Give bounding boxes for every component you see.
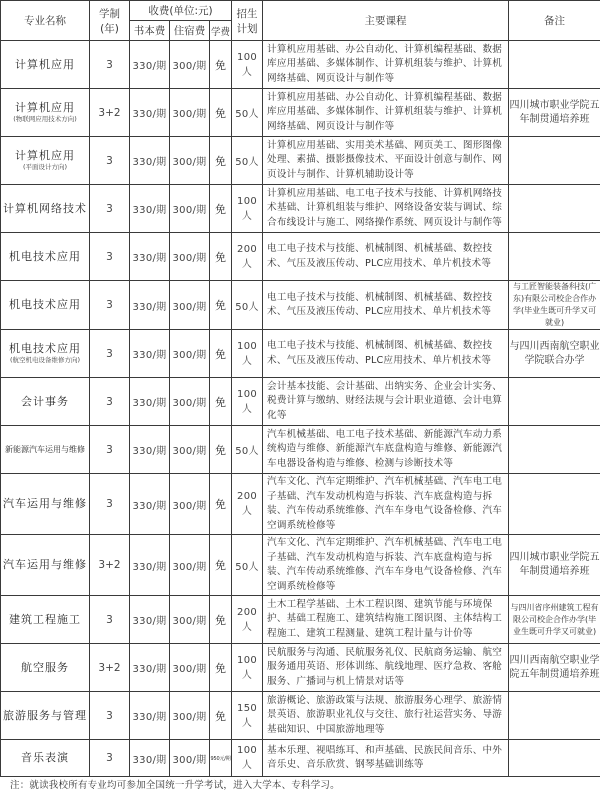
major-name-cell: [1, 185, 90, 233]
major-name-cell: [1, 692, 90, 740]
header-enrollment-line1: 招生: [236, 7, 258, 20]
header-duration-line2: (年): [100, 22, 119, 35]
note: [509, 378, 600, 426]
courses: 计算机应用基础、实用美术基础、网页美工、图形图像处理、素描、摄影摄像技术、平面设计创意与制作、网页设计与制作、计算机辅助设计等: [263, 137, 509, 185]
enrollment: 200人: [232, 233, 263, 281]
duration: 3: [90, 692, 130, 740]
note: 与四川西南航空职业学院联合办学: [509, 330, 600, 378]
table-row: [1, 330, 600, 378]
tuition-fee: 免: [210, 378, 232, 426]
header-notes: 备注: [509, 1, 600, 41]
tuition-fee: 免: [210, 89, 232, 137]
table-row: [1, 535, 600, 596]
books-fee: 330/期: [130, 185, 170, 233]
duration: 3+2: [90, 644, 130, 692]
major-name-cell: [1, 535, 90, 596]
major-name-cell: [1, 596, 90, 644]
books-fee: 330/期: [130, 535, 170, 596]
enrollment: 100人: [232, 644, 263, 692]
courses: 汽车机械基础、电工电子技术基础、新能源汽车动力系统构造与维修、新能源汽车底盘构造与维修、新能源汽车电器设备构造与维修、检测与诊断技术等: [263, 426, 509, 474]
lodging-fee: 300/期: [170, 185, 210, 233]
major-name: 计算机应用: [15, 101, 75, 114]
duration: 3: [90, 378, 130, 426]
note: 与四川省序州建筑工程有限公司校企合作办学(毕业生既可升学又可就业): [509, 596, 600, 644]
courses: 电工电子技术与技能、机械制图、机械基础、数控技术、气压及液压传动、PLC应用技术、单片机技术等: [263, 233, 509, 281]
note: [509, 426, 600, 474]
tuition-fee: 免: [210, 474, 232, 535]
major-name-cell: [1, 474, 90, 535]
books-fee: 330/期: [130, 644, 170, 692]
books-fee: 330/期: [130, 740, 170, 777]
enrollment: 150人: [232, 692, 263, 740]
footnote: 注：就读我校所有专业均可参加全国统一升学考试，进入大学本、专科学习。: [10, 780, 340, 791]
header-duration: [90, 1, 130, 41]
tuition-fee: 免: [210, 281, 232, 330]
duration: 3+2: [90, 89, 130, 137]
books-fee: 330/期: [130, 41, 170, 89]
enrollment: 100人: [232, 740, 263, 777]
books-fee: 330/期: [130, 378, 170, 426]
major-name: 计算机网络技术: [3, 201, 87, 215]
lodging-fee: 300/期: [170, 233, 210, 281]
table-row: [1, 474, 600, 535]
note: 四川城市职业学院五年制贯通培养班: [509, 535, 600, 596]
header-enrollment: [232, 1, 263, 41]
enrollment: 50人: [232, 426, 263, 474]
enrollment: 200人: [232, 474, 263, 535]
duration: 3: [90, 426, 130, 474]
header-enrollment-line2: 计划: [236, 22, 258, 35]
header-tuition-fee: 学费: [210, 21, 232, 41]
major-name: 汽车运用与维修: [3, 497, 87, 510]
courses: 电工电子技术与技能、机械制图、机械基础、数控技术、气压及液压传动、PLC应用技术、单片机技术等: [263, 281, 509, 330]
tuition-fee: 免: [210, 233, 232, 281]
table-row: [1, 281, 600, 330]
courses: 旅游概论、旅游政策与法规、旅游服务心理学、旅游情景英语、旅游职业礼仪与交往、旅行社运营实务、导游基础知识、中国旅游地理等: [263, 692, 509, 740]
major-name-cell: [1, 740, 90, 777]
tuition-fee: 免: [210, 137, 232, 185]
duration: 3: [90, 596, 130, 644]
major-name: 汽车运用与维修: [3, 558, 87, 571]
lodging-fee: 300/期: [170, 644, 210, 692]
tuition-fee: 免: [210, 41, 232, 89]
duration: 3: [90, 281, 130, 330]
duration: 3: [90, 41, 130, 89]
lodging-fee: 300/期: [170, 137, 210, 185]
lodging-fee: 300/期: [170, 535, 210, 596]
lodging-fee: 300/期: [170, 378, 210, 426]
major-name: 音乐表演: [21, 751, 69, 764]
courses: 会计基本技能、会计基础、出纳实务、企业会计实务、税费计算与缴纳、财经法规与会计职业道德、会计电算化等: [263, 378, 509, 426]
note: [509, 185, 600, 233]
courses: 计算机应用基础、电工电子技术与技能、计算机网络技术基础、计算机组装与维护、网络设备安装与调试、综合布线设计与施工、网络操作系统、网页设计与制作等: [263, 185, 509, 233]
enrollment: 200人: [232, 596, 263, 644]
header-name: 专业名称: [1, 1, 90, 41]
books-fee: 330/期: [130, 233, 170, 281]
tuition-fee: 免: [210, 644, 232, 692]
major-name-cell: [1, 426, 90, 474]
major-direction: (航空机电设备维修方向): [9, 356, 81, 364]
courses: 土木工程学基础、土木工程识图、建筑节能与环境保护、基础工程施工、建筑结构施工图识图、主体结构工程施工、建筑工程测量、建筑工程计量与计价等: [263, 596, 509, 644]
lodging-fee: 300/期: [170, 330, 210, 378]
enrollment: 50人: [232, 89, 263, 137]
major-direction: (平面设计方向): [22, 163, 68, 171]
courses: 计算机应用基础、办公自动化、计算机编程基础、数据库应用基础、多媒体制作、计算机组装与维护、计算机网络基础、网页设计与制作等: [263, 89, 509, 137]
table-row: [1, 378, 600, 426]
major-name-cell: [1, 378, 90, 426]
header-books-fee: 书本费: [130, 21, 170, 41]
major-name: 旅游服务与管理: [3, 708, 87, 722]
table-row: [1, 89, 600, 137]
enrollment: 100人: [232, 41, 263, 89]
note: [509, 474, 600, 535]
note: [509, 692, 600, 740]
major-name: 计算机应用: [15, 149, 75, 162]
note: [509, 137, 600, 185]
duration: 3: [90, 233, 130, 281]
major-name-cell: [1, 233, 90, 281]
tuition-fee: 免: [210, 426, 232, 474]
major-name: 机电技术应用: [9, 298, 81, 311]
duration: 3: [90, 137, 130, 185]
duration: 3: [90, 740, 130, 777]
major-name-cell: [1, 137, 90, 185]
table-row: [1, 41, 600, 89]
courses: 汽车文化、汽车定期维护、汽车机械基础、汽车电工电子基础、汽车发动机构造与拆装、汽车底盘构造与拆装、汽车传动系统维修、汽车车身电气设备检修、汽车空调系统检修等: [263, 474, 509, 535]
header-courses: 主要课程: [263, 1, 509, 41]
note: [509, 740, 600, 777]
note: [509, 233, 600, 281]
tuition-fee: 免: [210, 185, 232, 233]
lodging-fee: 300/期: [170, 89, 210, 137]
major-name: 机电技术应用: [9, 342, 81, 355]
major-name: 机电技术应用: [9, 249, 81, 263]
courses: 民航服务与沟通、民航服务礼仪、民航商务运输、航空服务通用英语、形体训练、航线地理、医疗急救、客舱服务、广播词与机上情景对话等: [263, 644, 509, 692]
duration: 3: [90, 474, 130, 535]
books-fee: 330/期: [130, 281, 170, 330]
note: 与工匠智能装备科技(广东)有限公司校企合作办学(毕业生既可升学又可就业): [509, 281, 600, 330]
enrollment: 100人: [232, 330, 263, 378]
enrollment: 100人: [232, 378, 263, 426]
courses: 计算机应用基础、办公自动化、计算机编程基础、数据库应用基础、多媒体制作、计算机组装与维护、计算机网络基础、网页设计与制作等: [263, 41, 509, 89]
duration: 3: [90, 185, 130, 233]
major-name-cell: [1, 330, 90, 378]
major-name-cell: [1, 41, 90, 89]
major-name-cell: [1, 89, 90, 137]
books-fee: 330/期: [130, 474, 170, 535]
duration: 3+2: [90, 535, 130, 596]
table-row: [1, 233, 600, 281]
table-row: [1, 644, 600, 692]
duration: 3: [90, 330, 130, 378]
table-row: [1, 596, 600, 644]
enrollment: 50人: [232, 281, 263, 330]
lodging-fee: 300/期: [170, 281, 210, 330]
enrollment: 100人: [232, 185, 263, 233]
table-row: [1, 426, 600, 474]
courses: 电工电子技术与技能、机械制图、机械基础、数控技术、气压及液压传动、PLC应用技术、单片机技术等: [263, 330, 509, 378]
tuition-fee: 免: [210, 692, 232, 740]
note: 四川西南航空职业学院五年制贯通培养班: [509, 644, 600, 692]
header-duration-line1: 学制: [99, 7, 120, 20]
books-fee: 330/期: [130, 426, 170, 474]
lodging-fee: 300/期: [170, 596, 210, 644]
lodging-fee: 300/期: [170, 692, 210, 740]
major-name: 航空服务: [21, 660, 69, 674]
table-row: [1, 740, 600, 777]
enrollment: 50人: [232, 137, 263, 185]
enrollment: 50人: [232, 535, 263, 596]
books-fee: 330/期: [130, 137, 170, 185]
courses: 汽车文化、汽车定期维护、汽车机械基础、汽车电工电子基础、汽车发动机构造与拆装、汽车底盘构造与拆装、汽车传动系统维修、汽车车身电气设备检修、汽车空调系统检修等: [263, 535, 509, 596]
table-row: [1, 185, 600, 233]
major-name: 会计事务: [21, 394, 69, 408]
major-name: 计算机应用: [15, 57, 75, 71]
lodging-fee: 300/期: [170, 740, 210, 777]
tuition-fee: 免: [210, 596, 232, 644]
lodging-fee: 300/期: [170, 41, 210, 89]
books-fee: 330/期: [130, 596, 170, 644]
table-row: [1, 137, 600, 185]
lodging-fee: 300/期: [170, 426, 210, 474]
major-direction: (物联网应用技术方向): [13, 115, 77, 123]
tuition-fee: 950元/期: [210, 740, 232, 777]
major-name: 新能源汽车运用与维修: [5, 444, 85, 454]
books-fee: 330/期: [130, 89, 170, 137]
header-fees-group: 收费(单位:元): [130, 1, 232, 21]
table-body: [1, 41, 600, 777]
major-name: 建筑工程施工: [9, 612, 81, 626]
header-lodging-fee: 住宿费: [170, 21, 210, 41]
courses: 基本乐理、视唱练耳、和声基础、民族民间音乐、中外音乐史、音乐欣赏、钢琴基础训练等: [263, 740, 509, 777]
table-row: [1, 692, 600, 740]
tuition-fee: 免: [210, 330, 232, 378]
books-fee: 330/期: [130, 692, 170, 740]
lodging-fee: 300/期: [170, 474, 210, 535]
note: 四川城市职业学院五年制贯通培养班: [509, 89, 600, 137]
note: [509, 41, 600, 89]
tuition-fee: 免: [210, 535, 232, 596]
major-name-cell: [1, 644, 90, 692]
books-fee: 330/期: [130, 330, 170, 378]
major-name-cell: [1, 281, 90, 330]
